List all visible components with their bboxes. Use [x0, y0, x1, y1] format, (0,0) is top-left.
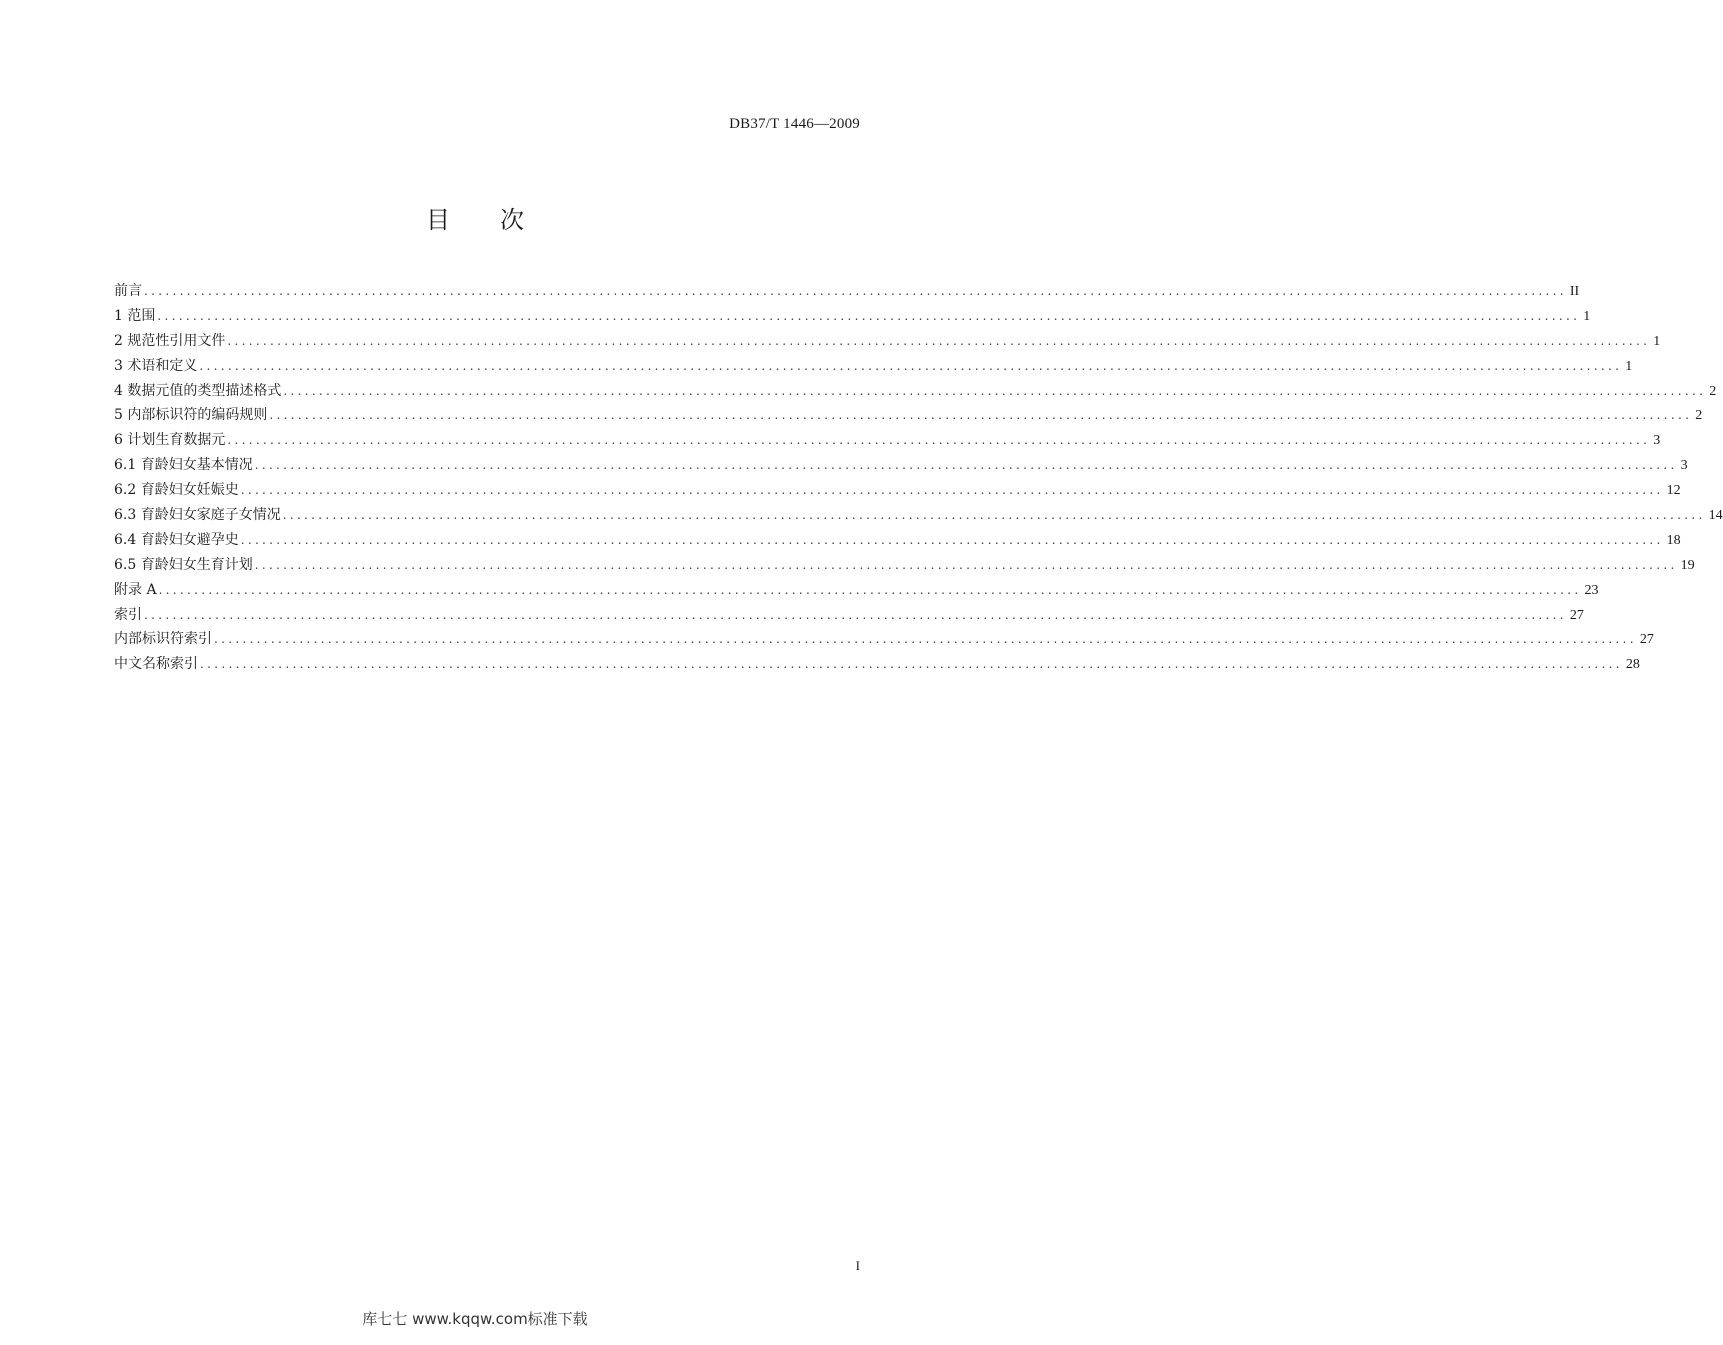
- toc-leader-dots: ........................................................................................................................................................................................................: [199, 358, 1623, 373]
- toc-entry-label: 索引: [114, 606, 142, 623]
- toc-leader-dots: ........................................................................................................................................................................................................: [240, 532, 1664, 547]
- toc-entry[interactable]: [114, 478, 1681, 503]
- toc-entry[interactable]: [114, 503, 1723, 528]
- toc-entry[interactable]: [114, 354, 1633, 379]
- toc-leader-dots: ........................................................................................................................................................................................................: [254, 458, 1678, 473]
- toc-entry-label: 2 规范性引用文件: [114, 332, 226, 349]
- toc-entry-page: 23: [1584, 582, 1599, 598]
- toc-entry-label: 6 计划生育数据元: [114, 432, 226, 449]
- toc-entry-page: 28: [1625, 657, 1640, 673]
- toc-entry-label: 6.1 育龄妇女基本情况: [114, 457, 253, 474]
- toc-entry-page: 19: [1680, 557, 1695, 573]
- toc-entry-label: 1 范围: [114, 307, 156, 324]
- toc-title-char: 次: [500, 206, 524, 234]
- toc-entry[interactable]: [114, 603, 1584, 628]
- toc-leader-dots: ........................................................................................................................................................................................................: [144, 284, 1567, 298]
- toc-title: [0, 200, 950, 235]
- toc-entry[interactable]: [114, 279, 1580, 304]
- toc-entry-label: 6.2 育龄妇女妊娠史: [114, 482, 239, 499]
- toc-leader-dots: ........................................................................................................................................................................................................: [240, 483, 1664, 498]
- toc-entry-page: 27: [1569, 607, 1584, 623]
- toc-entry-page: 18: [1666, 532, 1681, 548]
- toc-leader-dots: ........................................................................................................................................................................................................: [282, 508, 1706, 523]
- toc-entry[interactable]: [114, 453, 1688, 478]
- toc-entry[interactable]: [114, 428, 1661, 453]
- toc-title-char: 目: [426, 206, 450, 234]
- toc-entry-page: II: [1569, 284, 1580, 299]
- toc-entry-label: 3 术语和定义: [114, 357, 198, 374]
- toc-entry-page: 2: [1695, 408, 1703, 424]
- toc-entry-page: 1: [1653, 333, 1661, 349]
- toc-list: [114, 279, 1723, 677]
- toc-entry-label: 5 内部标识符的编码规则: [114, 407, 268, 424]
- toc-entry[interactable]: [114, 578, 1599, 603]
- toc-leader-dots: ........................................................................................................................................................................................................: [283, 383, 1707, 398]
- toc-leader-dots: ........................................................................................................................................................................................................: [227, 333, 1651, 348]
- toc-entry-page: 27: [1639, 632, 1654, 648]
- site-watermark: 库七七 www.kqqw.com标准下载: [362, 1310, 588, 1328]
- toc-leader-dots: ........................................................................................................................................................................................................: [158, 582, 1582, 597]
- toc-entry-label: 4 数据元值的类型描述格式: [114, 382, 282, 399]
- toc-entry-label: 6.4 育龄妇女避孕史: [114, 531, 239, 548]
- toc-entry-page: 12: [1666, 483, 1681, 499]
- toc-entry-page: 14: [1708, 508, 1723, 524]
- toc-entry[interactable]: [114, 652, 1640, 677]
- toc-entry-label: 6.5 育龄妇女生育计划: [114, 556, 253, 573]
- toc-leader-dots: ........................................................................................................................................................................................................: [157, 308, 1581, 323]
- page-number: I: [855, 1258, 860, 1273]
- toc-leader-dots: ........................................................................................................................................................................................................: [227, 433, 1651, 448]
- toc-entry-label: 中文名称索引: [114, 656, 198, 673]
- toc-entry[interactable]: [114, 379, 1717, 404]
- toc-entry-label: 6.3 育龄妇女家庭子女情况: [114, 507, 281, 524]
- toc-entry-page: 2: [1709, 383, 1717, 399]
- toc-entry-page: 3: [1653, 433, 1661, 449]
- toc-entry-page: 1: [1625, 358, 1633, 374]
- toc-entry[interactable]: [114, 528, 1681, 553]
- toc-entry-page: 1: [1583, 308, 1591, 324]
- toc-leader-dots: ........................................................................................................................................................................................................: [200, 657, 1623, 672]
- toc-leader-dots: ........................................................................................................................................................................................................: [254, 557, 1678, 572]
- toc-entry[interactable]: [114, 304, 1591, 329]
- toc-entry[interactable]: [114, 627, 1654, 652]
- toc-entry[interactable]: [114, 553, 1695, 578]
- toc-leader-dots: ........................................................................................................................................................................................................: [269, 408, 1693, 423]
- toc-entry-page: 3: [1680, 458, 1688, 474]
- toc-entry[interactable]: [114, 329, 1661, 354]
- toc-entry-label: 附录 A: [114, 581, 157, 598]
- toc-entry[interactable]: [114, 403, 1703, 428]
- toc-entry-label: 前言: [114, 283, 142, 299]
- toc-leader-dots: ........................................................................................................................................................................................................: [214, 632, 1637, 647]
- toc-leader-dots: ........................................................................................................................................................................................................: [144, 607, 1567, 622]
- toc-entry-label: 内部标识符索引: [114, 631, 212, 648]
- standard-code: DB37/T 1446—2009: [729, 116, 860, 132]
